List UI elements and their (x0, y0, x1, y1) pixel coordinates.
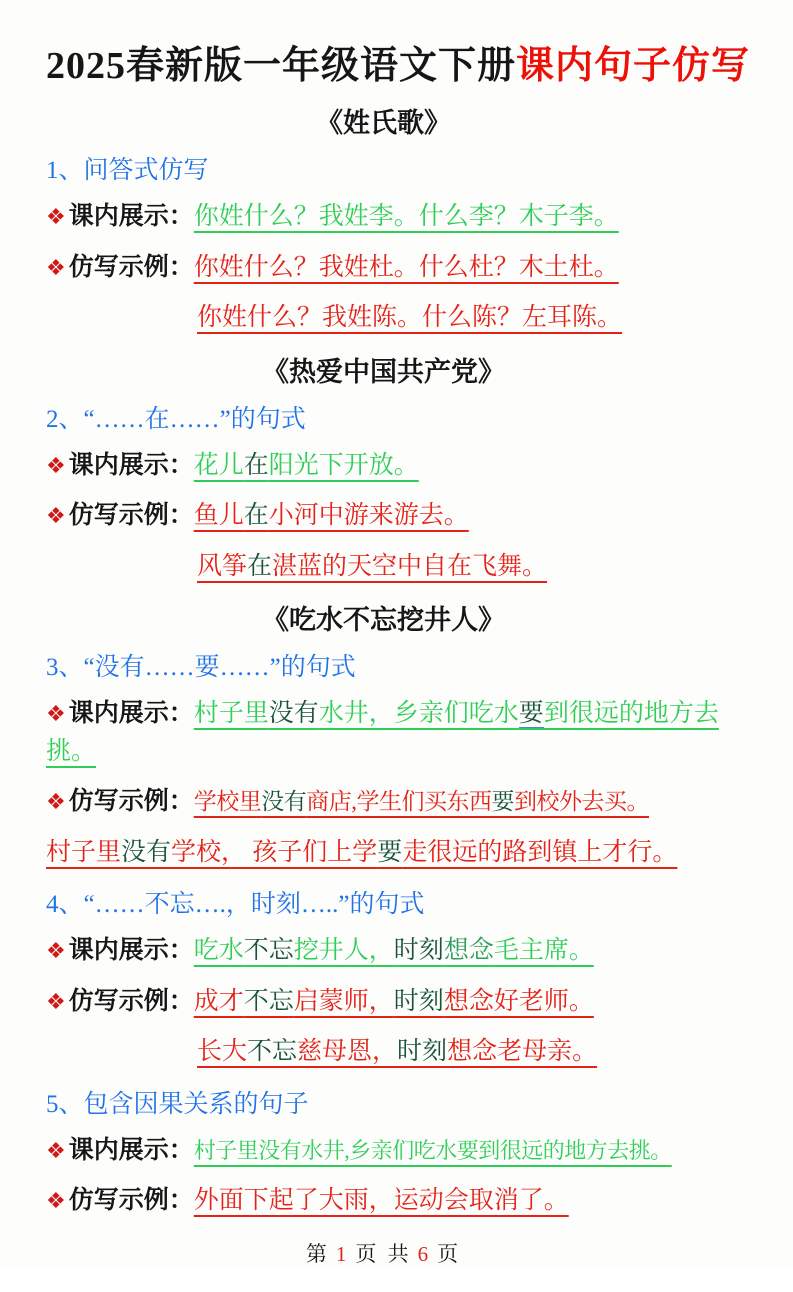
text-segment: 学校， 孩子们上学 (171, 838, 378, 866)
text-segment: 毛主席。 (493, 937, 594, 964)
total-page-number: 6 (417, 1241, 432, 1266)
section-heading: 4、“……不忘….，时刻…..”的句式 (46, 891, 425, 918)
sentence (197, 1038, 597, 1065)
in-class-row (46, 932, 721, 970)
text-segment: 到校外去买。 (514, 789, 649, 814)
text-segment: 想念 (443, 937, 494, 964)
text-segment: 村子里 (46, 838, 122, 866)
section-heading: 1、问答式仿写 (46, 157, 209, 184)
pattern-word: 不忘 (247, 1038, 298, 1065)
section-reai-zhongguo-gongchandang (46, 350, 721, 586)
sentence (197, 304, 622, 331)
imitation-continuation-row (197, 1033, 721, 1071)
section-heading: 5、包含因果关系的句子 (46, 1090, 309, 1118)
diamond-bullet-icon: ❖ (46, 504, 66, 529)
text-segment: 长大 (197, 1038, 248, 1065)
sentence (194, 789, 649, 814)
pattern-word: 没有 (261, 789, 307, 814)
text-segment: 走很远的路到镇上才行。 (402, 838, 678, 866)
section-pattern-buwang-shike (46, 884, 721, 1071)
sentence (194, 502, 469, 529)
text-segment: 慈母恩， (297, 1038, 398, 1065)
page-title (46, 34, 751, 89)
diamond-bullet-icon: ❖ (46, 939, 66, 964)
text-segment: 小河中游来游去。 (268, 502, 469, 529)
imitation-continuation-row (197, 299, 721, 337)
section-chishui-buwang-wajingren (46, 598, 721, 871)
sentence (194, 988, 594, 1015)
section-cause-effect (46, 1084, 721, 1220)
pattern-word: 在 (247, 552, 273, 580)
row-label: 仿写示例： (68, 987, 194, 1015)
pattern-word: 没有 (268, 700, 319, 727)
text-segment: 成才 (193, 987, 244, 1015)
page-title-red-part: 课内句子仿写 (516, 45, 751, 87)
sentence (194, 452, 419, 479)
poem-title: 《姓氏歌》 (316, 108, 451, 138)
imitation-row (46, 497, 721, 535)
text-segment: 风筝 (197, 552, 248, 580)
footer-middle: 页 共 (355, 1241, 412, 1266)
text-segment: 学校里 (193, 789, 262, 814)
text-segment: 挖井人， (293, 937, 394, 964)
row-label: 课内展示： (68, 700, 194, 727)
pattern-word: 要 (519, 700, 544, 730)
text-segment: 你姓什么？我姓李。什么李？木子李。 (193, 203, 619, 230)
diamond-bullet-icon: ❖ (46, 1189, 66, 1214)
row-label: 仿写示例： (68, 1187, 194, 1214)
imitation-row (46, 983, 721, 1021)
section-xingshige (46, 101, 721, 337)
in-class-row (46, 198, 721, 236)
in-class-row (46, 447, 721, 485)
sentence (194, 203, 619, 230)
sentence (46, 839, 677, 866)
row-label: 课内展示： (68, 451, 194, 479)
diamond-bullet-icon: ❖ (46, 205, 66, 230)
row-label: 课内展示： (68, 1136, 194, 1164)
row-label: 课内展示： (68, 203, 194, 230)
sentence (194, 1187, 569, 1214)
sentence (197, 553, 547, 580)
section-heading: 3、“没有……要……”的句式 (46, 654, 356, 681)
imitation-row (46, 249, 721, 287)
pattern-word: 在 (243, 502, 269, 529)
pattern-word: 时刻 (393, 987, 444, 1015)
pattern-word: 没有 (121, 838, 172, 866)
page-footer (46, 1238, 721, 1268)
imitation-row (46, 783, 721, 821)
page-title-black-part: 2025春新版一年级语文下册 (46, 45, 517, 87)
row-label: 仿写示例： (68, 502, 194, 529)
section-heading: 2、“……在……”的句式 (46, 405, 306, 433)
diamond-bullet-icon: ❖ (46, 255, 66, 281)
footer-prefix: 第 (305, 1241, 330, 1266)
diamond-bullet-icon: ❖ (46, 790, 66, 815)
poem-title: 《吃水不忘挖井人》 (262, 605, 505, 635)
diamond-bullet-icon: ❖ (46, 1138, 66, 1164)
text-segment: 阳光下开放。 (268, 451, 419, 479)
pattern-word: 不忘 (243, 987, 294, 1015)
imitation-continuation-row (197, 548, 721, 586)
diamond-bullet-icon: ❖ (46, 453, 66, 479)
text-segment: 水井，乡亲们吃水 (318, 700, 519, 727)
text-segment: 想念老母亲。 (447, 1038, 598, 1065)
text-segment: 村子里 (193, 700, 269, 727)
diamond-bullet-icon: ❖ (46, 702, 66, 727)
sentence (194, 254, 619, 281)
text-segment: 商店,学生们买东西 (306, 789, 492, 814)
text-segment: 到很远的地方去挑。 (46, 700, 719, 765)
text-segment: 启蒙师， (293, 987, 394, 1015)
current-page-number: 1 (335, 1241, 350, 1266)
text-segment: 想念好老师。 (443, 987, 594, 1015)
text-segment: 吃水 (193, 937, 244, 964)
footer-suffix: 页 (437, 1241, 462, 1266)
in-class-row (46, 695, 721, 770)
text-segment: 湛蓝的天空中自在飞舞。 (272, 552, 548, 580)
pattern-word: 要 (491, 789, 514, 814)
row-label: 仿写示例： (68, 788, 194, 815)
pattern-word: 时刻 (393, 937, 444, 964)
sentence (194, 1138, 672, 1163)
diamond-bullet-icon: ❖ (46, 989, 66, 1015)
imitation-continuation-row (46, 834, 721, 872)
text-segment: 你姓什么？我姓杜。什么杜？木土杜。 (193, 253, 619, 281)
row-label: 课内展示： (68, 937, 194, 964)
imitation-row (46, 1182, 721, 1220)
sentence (194, 937, 594, 964)
pattern-word: 不忘 (243, 937, 294, 964)
pattern-word: 时刻 (397, 1038, 448, 1065)
text-segment: 花儿 (193, 451, 244, 479)
text-segment: 鱼儿 (193, 502, 244, 529)
pattern-word: 在 (243, 451, 269, 479)
poem-title: 《热爱中国共产党》 (262, 356, 505, 387)
pattern-word: 要 (377, 838, 403, 866)
in-class-row (46, 1132, 721, 1170)
text-segment: 你姓什么？我姓陈。什么陈？左耳陈。 (197, 304, 623, 331)
text-segment: 外面下起了大雨，运动会取消了。 (193, 1187, 569, 1214)
text-segment: 村子里没有水井,乡亲们吃水要到很远的地方去挑。 (193, 1137, 672, 1163)
row-label: 仿写示例： (68, 253, 194, 281)
